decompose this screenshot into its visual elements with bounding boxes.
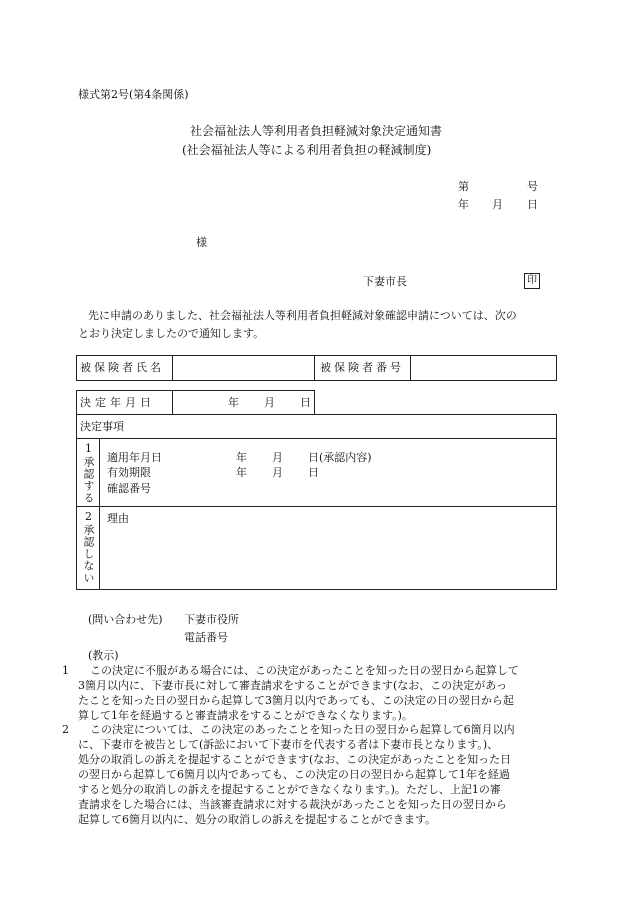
valid-period-day: 日 [308,466,319,479]
applied-date-month: 月 [272,451,283,464]
note-2-line: すると処分の取消しの訴えを提起することができなくなります。)。ただし、上記1の審 [78,783,501,796]
approve-label: 1承認する [82,442,95,504]
decision-date-day: 日 [300,396,311,409]
document-subtitle: (社会福祉法人等による利用者負担の軽減制度) [182,143,432,157]
contact-phone-label: 電話番号 [184,631,228,644]
contact-office: 下妻市役所 [184,613,239,626]
doc-number-go: 号 [527,180,538,193]
insured-number-label: 被保険者番号 [320,361,404,374]
contact-label: (問い合わせ先) [88,613,163,626]
note-2-line: 査請求をした場合には、当該審査請求に対する裁決があったことを知った日の翌日から [78,798,507,811]
note-2-line: 起算して6箇月以内に、処分の取消しの訴えを提起することができます。 [78,813,437,826]
applied-date-label: 適用年月日 [107,451,162,464]
decision-items-label: 決定事項 [80,420,124,433]
instruction-label: (教示) [88,649,119,662]
document-title: 社会福祉法人等利用者負担軽減対象決定通知書 [190,124,443,138]
valid-period-label: 有効期限 [107,466,151,479]
note-2-number: 2 [62,723,69,736]
applied-date-day: 日(承認内容) [308,451,372,464]
note-2-line: の翌日から起算して6箇月以内であっても、この決定の日の翌日から起算して1年を経過 [78,768,510,781]
valid-period-year: 年 [236,466,247,479]
decision-date-label: 決定年月日 [80,396,155,409]
date-day: 日 [527,198,538,211]
intro-line-1: 先に申請のありました、社会福祉法人等利用者負担軽減対象確認申請については、次の [88,309,517,322]
note-2-line: この決定については、この決定のあったことを知った日の翌日から起算して6箇月以内 [90,723,515,736]
valid-period-month: 月 [272,466,283,479]
form-number: 様式第2号(第4条関係) [78,88,189,101]
doc-number-dai: 第 [458,180,469,193]
decision-date-month: 月 [264,396,275,409]
intro-line-2: とおり決定しましたので通知します。 [78,327,265,340]
note-2 [78,722,558,827]
reject-reason-label: 理由 [107,512,129,525]
note-1-line: 算して1年を経過すると審査請求をすることができなくなります。)。 [78,709,413,722]
note-1-line: 3箇月以内に、下妻市長に対して審査請求をすることができます(なお、この決定があっ [78,679,508,692]
decision-date-year: 年 [228,396,239,409]
seal-mark: 印 [524,273,540,289]
note-1 [78,663,558,723]
note-1-number: 1 [62,664,69,677]
insured-name-label: 被保険者氏名 [80,361,164,374]
note-2-line: に、下妻市を被告として(訴訟において下妻市を代表する者は下妻市長となります。)、 [78,738,499,751]
date-year: 年 [458,198,469,211]
date-month: 月 [492,198,503,211]
addressee-suffix: 様 [196,236,207,249]
note-1-line: この決定に不服がある場合には、この決定があったことを知った日の翌日から起算して [90,664,519,677]
applied-date-year: 年 [236,451,247,464]
note-1-line: たことを知った日の翌日から起算して3箇月以内であっても、この決定の日の翌日から起 [78,694,514,707]
reject-label: 2承認しない [82,510,95,584]
confirm-number-label: 確認番号 [107,482,151,495]
issuer-name: 下妻市長 [363,275,407,288]
note-2-line: 処分の取消しの訴えを提起することができます(なお、この決定があったことを知った日 [78,753,512,766]
